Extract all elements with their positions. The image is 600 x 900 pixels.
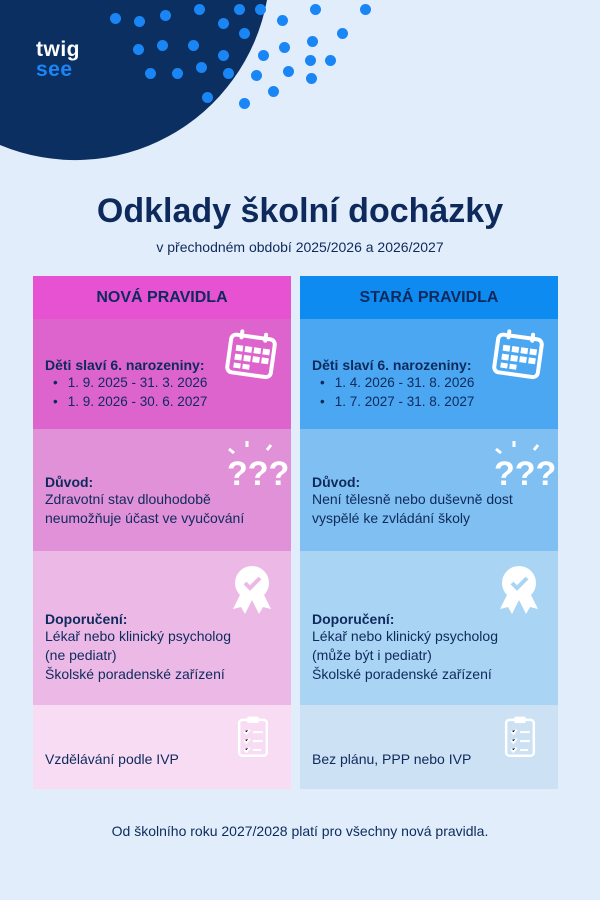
clipboard-checklist-icon: [231, 715, 275, 765]
recommendation-line: Lékař nebo klinický psycholog: [312, 628, 498, 644]
calendar-icon: [225, 329, 279, 383]
recommendation-label: Doporučení:: [45, 611, 128, 627]
dot: [145, 68, 156, 79]
birthday-section: [300, 319, 558, 429]
plan-text: Bez plánu, PPP nebo IVP: [312, 751, 472, 767]
dot: [306, 73, 317, 84]
dot: [258, 50, 269, 61]
page-title: Odklady školní docházky: [96, 192, 504, 230]
award-badge-icon: [492, 563, 546, 617]
dot: [218, 50, 229, 61]
calendar-icon: [492, 329, 546, 383]
reason-section: [33, 429, 291, 551]
question-marks-icon: [492, 439, 557, 493]
dot: [268, 86, 279, 97]
dot: [310, 4, 321, 15]
dot: [255, 4, 266, 15]
reason-label: Důvod:: [45, 474, 94, 490]
birthday-section: [33, 319, 291, 429]
old-rules-column: [300, 276, 558, 789]
dot: [307, 36, 318, 47]
dot: [223, 68, 234, 79]
clipboard-checklist-icon: [498, 715, 542, 765]
dot: [172, 68, 183, 79]
recommendation-line: Školské poradenské zařízení: [312, 666, 492, 682]
recommendation-line: Lékař nebo klinický psycholog: [45, 628, 231, 644]
recommendation-line: (může být i pediatr): [312, 647, 432, 663]
dot: [277, 15, 288, 26]
reason-text: Není tělesně nebo duševně dost vyspělé ke zvládání školy: [312, 491, 513, 526]
dot: [196, 62, 207, 73]
logo: twig see: [36, 38, 80, 81]
dot: [157, 40, 168, 51]
reason-text: Zdravotní stav dlouhodobě neumožňuje účast ve vyučování: [45, 491, 245, 526]
recommendation-line: (ne pediatr): [45, 647, 117, 663]
dot: [239, 28, 250, 39]
dot: [283, 66, 294, 77]
question-marks-icon: [225, 439, 290, 493]
column-heading: NOVÁ PRAVIDLA: [33, 276, 291, 319]
dot: [234, 4, 245, 15]
dot: [188, 40, 199, 51]
dot: [239, 98, 250, 109]
award-badge-icon: [225, 563, 279, 617]
dot: [202, 92, 213, 103]
dot: [110, 13, 121, 24]
plan-text: Vzdělávání podle IVP: [45, 751, 179, 767]
plan-section: [300, 705, 558, 789]
dot: [133, 44, 144, 55]
page-subtitle: v přechodném období 2025/2026 a 2026/2027: [156, 239, 444, 255]
column-heading: STARÁ PRAVIDLA: [300, 276, 558, 319]
dot: [251, 70, 262, 81]
recommendation-label: Doporučení:: [312, 611, 395, 627]
plan-section: [33, 705, 291, 789]
dot: [194, 4, 205, 15]
dot: [360, 4, 371, 15]
birthday-label: Děti slaví 6. narozeniny:: [45, 357, 205, 373]
svg-text:???: ???: [227, 455, 290, 493]
date-item: • 1. 9. 2026 - 30. 6. 2027: [53, 392, 279, 411]
dot: [305, 55, 316, 66]
dot: [337, 28, 348, 39]
reason-section: [300, 429, 558, 551]
svg-text:???: ???: [494, 455, 557, 493]
reason-label: Důvod:: [312, 474, 361, 490]
date-item: • 1. 7. 2027 - 31. 8. 2027: [320, 392, 546, 411]
recommendation-section: [33, 551, 291, 705]
date-item: • 1. 9. 2025 - 31. 3. 2026: [53, 373, 279, 392]
new-rules-column: [33, 276, 291, 789]
recommendation-line: Školské poradenské zařízení: [45, 666, 225, 682]
dot: [218, 18, 229, 29]
dot: [134, 16, 145, 27]
recommendation-section: [300, 551, 558, 705]
dot: [325, 55, 336, 66]
date-item: • 1. 4. 2026 - 31. 8. 2026: [320, 373, 546, 392]
dot: [160, 10, 171, 21]
footer-note: Od školního roku 2027/2028 platí pro všechny nová pravidla.: [111, 823, 489, 839]
birthday-label: Děti slaví 6. narozeniny:: [312, 357, 472, 373]
dot: [279, 42, 290, 53]
